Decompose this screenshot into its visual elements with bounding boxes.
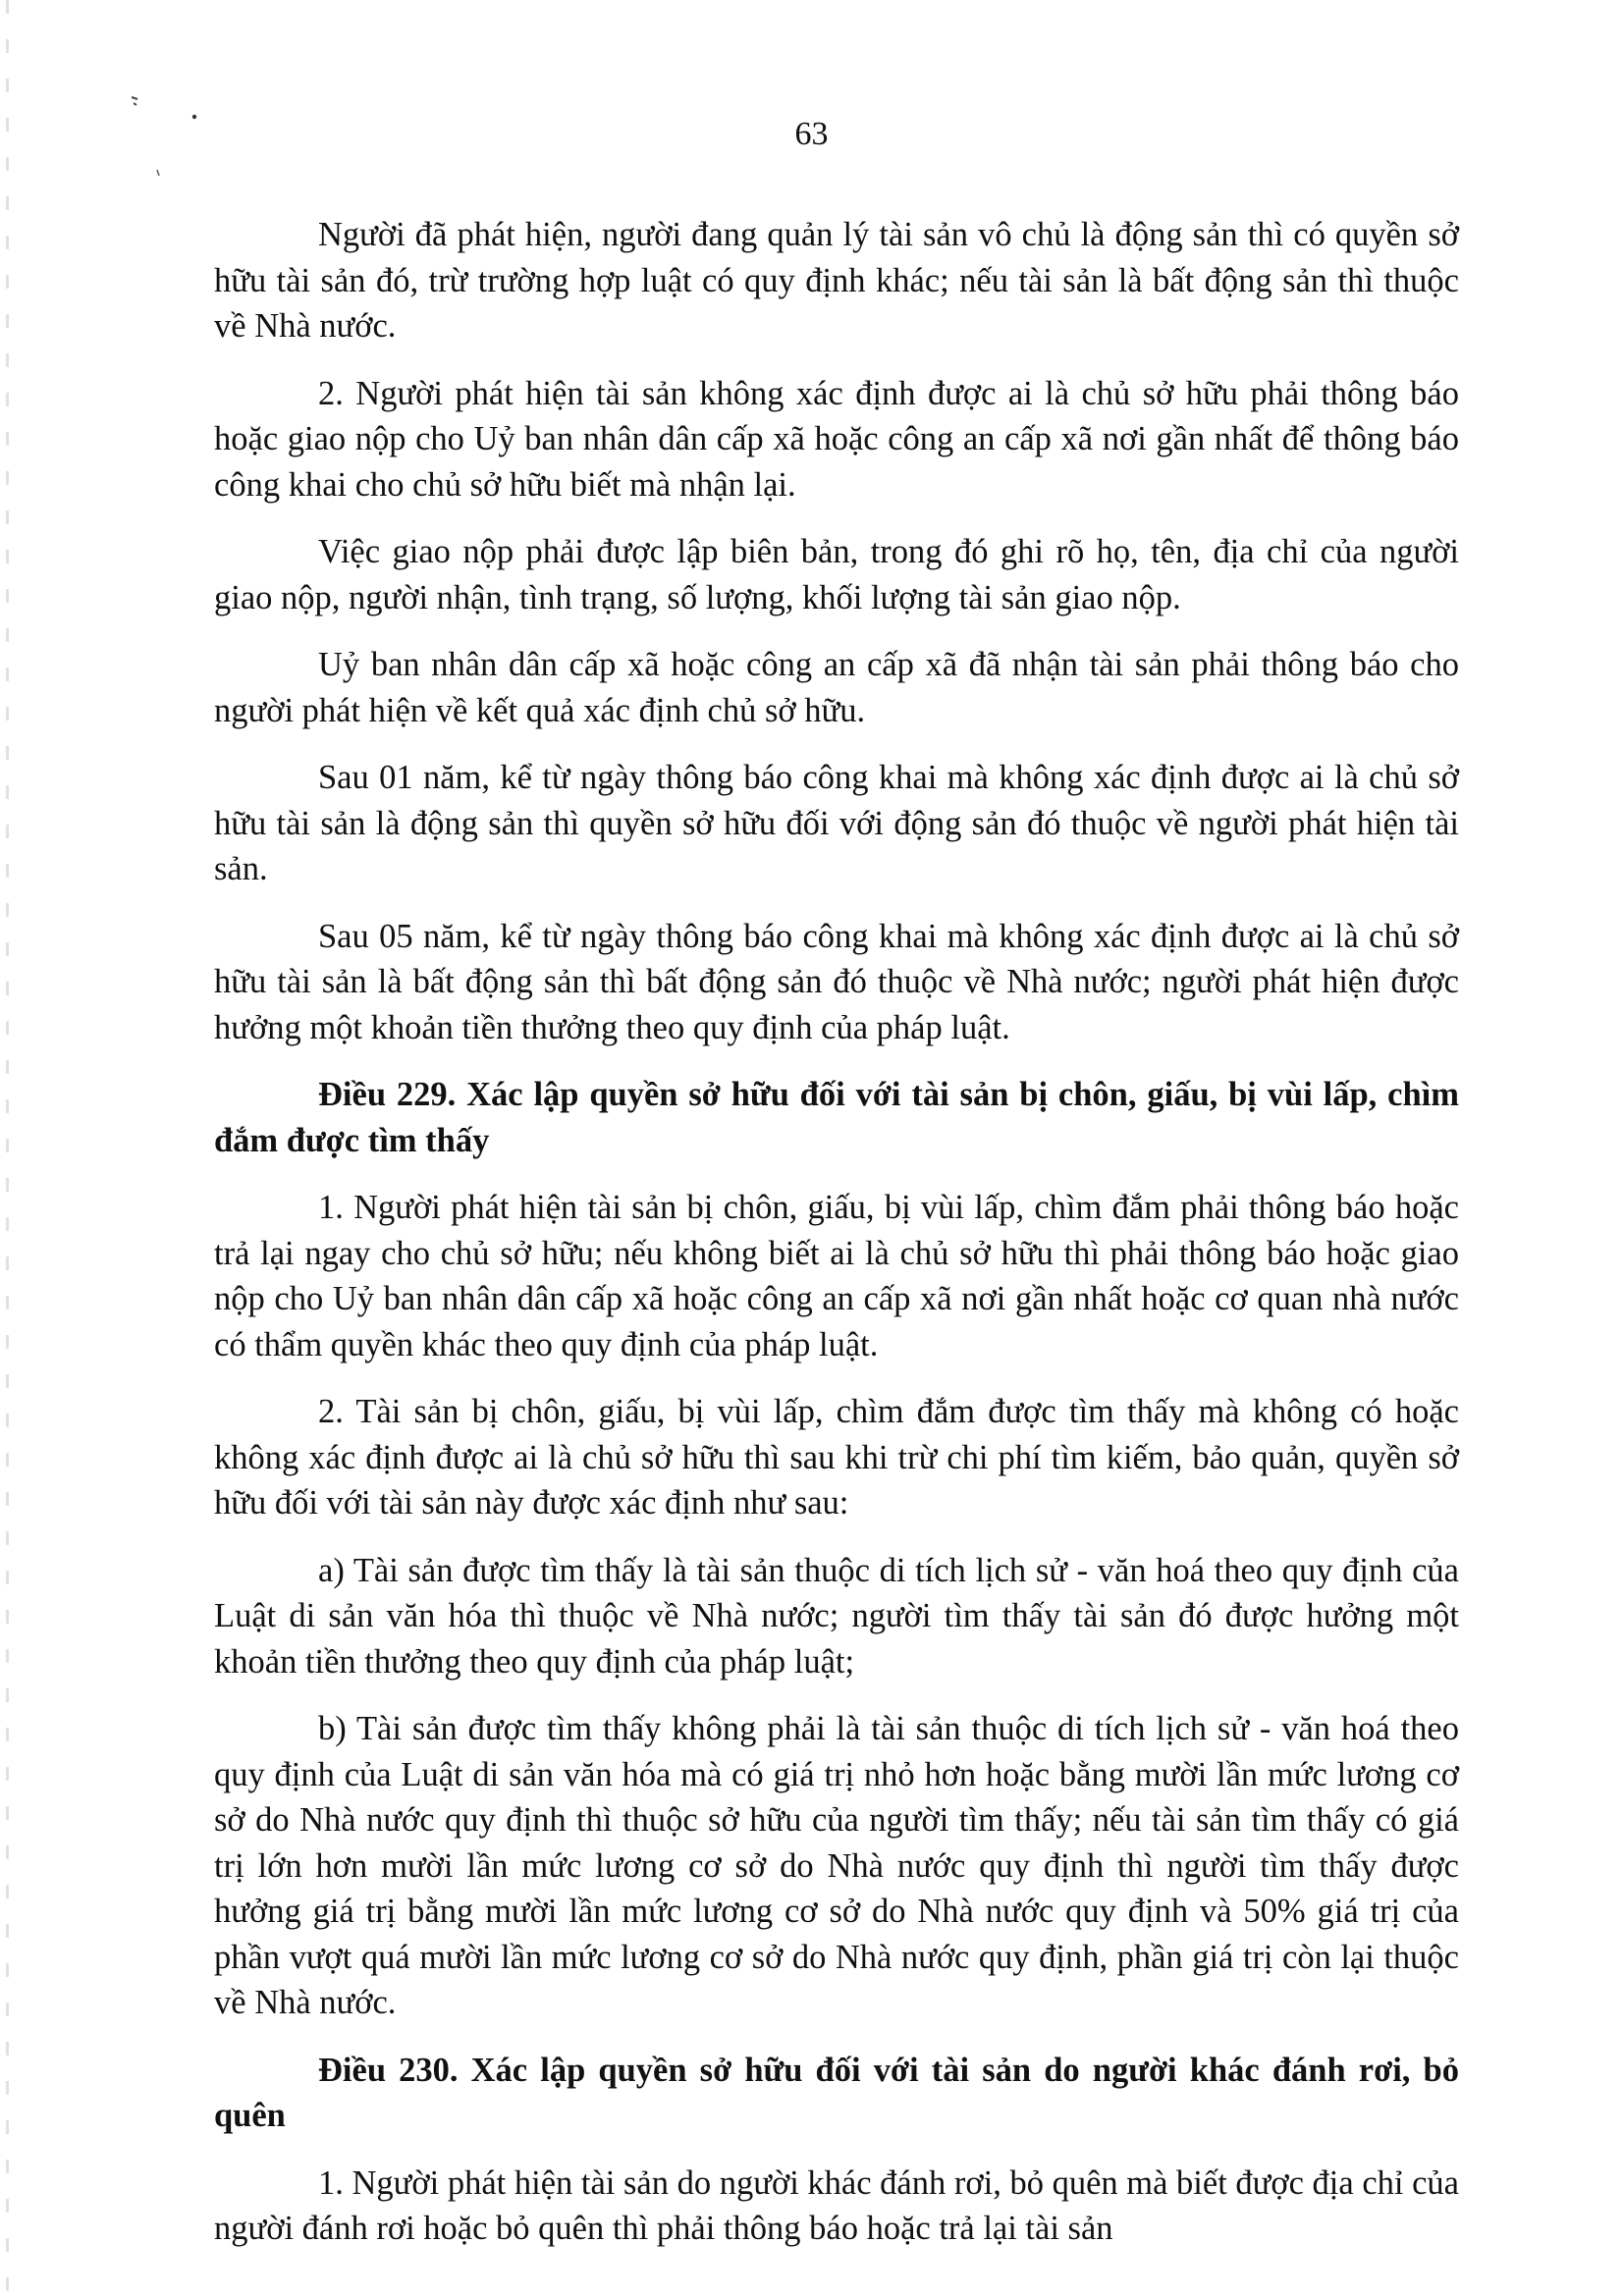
paragraph: Việc giao nộp phải được lập biên bản, trong đó ghi rõ họ, tên, địa chỉ của người giao nộp, người nhận, tình trạng, số lượng, khối lượng tài sản giao nộp. [214, 533, 1459, 616]
article-230-heading: Điều 230. Xác lập quyền sở hữu đối với tài sản do người khác đánh rơi, bỏ quên [214, 2051, 1459, 2134]
article-229-paragraph: b) Tài sản được tìm thấy không phải là tài sản thuộc di tích lịch sử - văn hoá theo quy định của Luật di sản văn hóa mà có giá trị nhỏ hơn hoặc bằng mười lần mức lương cơ sở do Nhà nước quy định thì thuộc sở hữu của người tìm thấy; nếu tài sản tìm thấy có giá trị lớn hơn mười lần mức lương cơ sở do Nhà nước quy định thì người tìm thấy được hưởng giá trị bằng mười lần mức lương cơ sở do Nhà nước quy định và 50% giá trị của phần vượt quá mười lần mức lương cơ sở do Nhà nước quy định, phần giá trị còn lại thuộc về Nhà nước. [214, 1710, 1459, 2021]
article-229-paragraph: 1. Người phát hiện tài sản bị chôn, giấu, bị vùi lấp, chìm đắm phải thông báo hoặc trả lại ngay cho chủ sở hữu; nếu không biết ai là chủ sở hữu thì phải thông báo hoặc giao nộp cho Uỷ ban nhân dân cấp xã hoặc công an cấp xã nơi gần nhất hoặc cơ quan nhà nước có thẩm quyền khác theo quy định của pháp luật. [214, 1189, 1459, 1363]
paragraph: Sau 01 năm, kể từ ngày thông báo công khai mà không xác định được ai là chủ sở hữu tài sản là động sản thì quyền sở hữu đối với động sản đó thuộc về người phát hiện tài sản. [214, 759, 1459, 887]
page-number: 63 [794, 116, 829, 152]
document-body [214, 212, 1459, 2273]
paragraph: Uỷ ban nhân dân cấp xã hoặc công an cấp xã đã nhận tài sản phải thông báo cho người phát hiện về kết quả xác định chủ sở hữu. [214, 646, 1459, 729]
article-229-heading: Điều 229. Xác lập quyền sở hữu đối với tài sản bị chôn, giấu, bị vùi lấp, chìm đắm được tìm thấy [214, 1076, 1459, 1159]
article-229-paragraph: 2. Tài sản bị chôn, giấu, bị vùi lấp, chìm đắm được tìm thấy mà không có hoặc không xác định được ai là chủ sở hữu thì sau khi trừ chi phí tìm kiếm, bảo quản, quyền sở hữu đối với tài sản này được xác định như sau: [214, 1393, 1459, 1522]
scan-edge-artifact [6, 0, 9, 2296]
paragraph: Sau 05 năm, kể từ ngày thông báo công khai mà không xác định được ai là chủ sở hữu tài sản là bất động sản thì bất động sản đó thuộc về Nhà nước; người phát hiện được hưởng một khoản tiền thưởng theo quy định của pháp luật. [214, 917, 1459, 1046]
article-229-paragraph: a) Tài sản được tìm thấy là tài sản thuộc di tích lịch sử - văn hoá theo quy định của Luật di sản văn hóa thì thuộc về Nhà nước; người tìm thấy tài sản đó được hưởng một khoản tiền thưởng theo quy định của pháp luật; [214, 1551, 1459, 1681]
paragraph: 2. Người phát hiện tài sản không xác định được ai là chủ sở hữu phải thông báo hoặc giao nộp cho Uỷ ban nhân dân cấp xã hoặc công an cấp xã nơi gần nhất để thông báo công khai cho chủ sở hữu biết mà nhận lại. [214, 374, 1459, 504]
paragraph: Người đã phát hiện, người đang quản lý tài sản vô chủ là động sản thì có quyền sở hữu tài sản đó, trừ trường hợp luật có quy định khác; nếu tài sản là bất động sản thì thuộc về Nhà nước. [214, 216, 1459, 345]
article-230-paragraph: 1. Người phát hiện tài sản do người khác đánh rơi, bỏ quên mà biết được địa chỉ của người đánh rơi hoặc bỏ quên thì phải thông báo hoặc trả lại tài sản [214, 2163, 1459, 2247]
